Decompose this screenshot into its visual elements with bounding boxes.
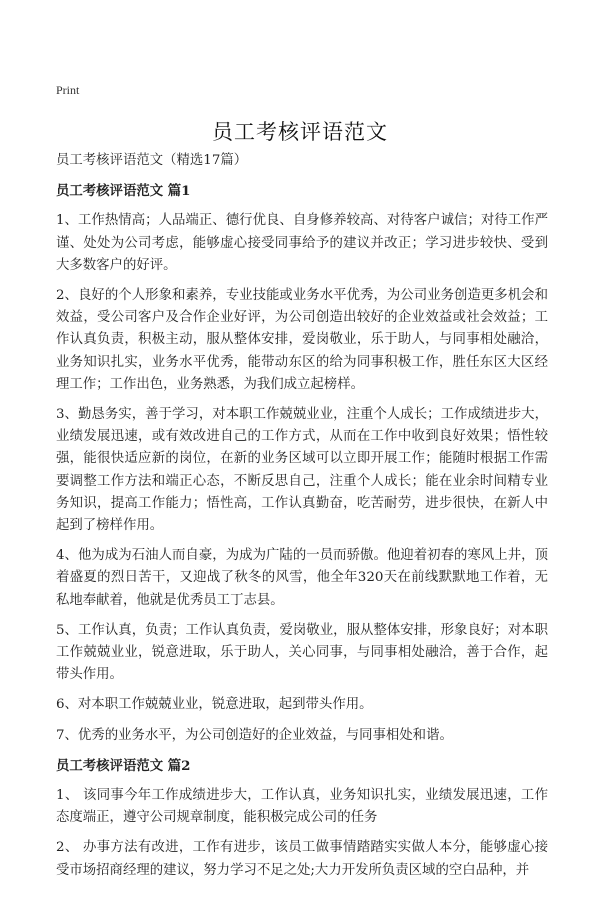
paragraph: 1、工作热情高；人品端正、德行优良、自身修养较高、对待客户诚信；对待工作严谨、处处为公司考虑，能够虚心接受同事给予的建议并改正；学习进步较快、受到大多数客户的好评。: [56, 213, 548, 273]
paragraph: 4、他为成为石油人而自豪，为成为广陆的一员而骄傲。他迎着初春的寒风上井，顶着盛夏的烈日苦干，又迎战了秋冬的风雪，他全年320天在前线默默地工作着，无私地奉献着，他就是优秀员工丁志县。: [56, 548, 548, 608]
document-body: [56, 150, 548, 890]
document-subtitle: 员工考核评语范文（精选17篇）: [56, 153, 248, 168]
paragraph: 2、 办事方法有改进，工作有进步，该员工做事情踏踏实实做人本分，能够虚心接受市场招商经理的建议，努力学习不足之处;大力开发所负责区域的空白品种，并: [56, 840, 548, 878]
paragraph: 7、优秀的业务水平，为公司创造好的企业效益，与同事相处和谐。: [56, 727, 453, 743]
paragraph: 5、工作认真，负责；工作认真负责，爱岗敬业，服从整体安排，形象良好；对本职工作兢兢业业，锐意进取，乐于助人，关心同事，与同事相处融洽，善于合作，起带头作用。: [56, 622, 548, 683]
paragraph: 2、良好的个人形象和素养，专业技能或业务水平优秀，为公司业务创造更多机会和效益，受公司客户及合作企业好评，为公司创造出较好的企业效益或社会效益；工作认真负责，积极主动，服从整体安排，爱岗敬业，乐于助人，与同事相处融洽，业务知识扎实，业务水平优秀，能带动东区的给为同事积极工作，胜任东区大区经理工作；工作出色，业务熟悉，为我们成立起榜样。: [56, 288, 548, 392]
paragraph: 6、对本职工作兢兢业业，锐意进取，起到带头作用。: [56, 697, 373, 713]
paragraph: 1、 该同事今年工作成绩进步大，工作认真，业务知识扎实，业绩发展迅速，工作态度端正，遵守公司规章制度，能积极完成公司的任务: [56, 788, 548, 826]
section-heading-2: 员工考核评语范文 篇2: [56, 757, 191, 774]
paragraph: 3、勤恳务实，善于学习，对本职工作兢兢业业，注重个人成长；工作成绩进步大，业绩发展迅速，或有效改进自己的工作方式，从而在工作中收到良好效果；悟性较强，能很快适应新的岗位，在新的业务区域可以立即开展工作；能随时根据工作需要调整工作方法和端正心态，不断反思自己，注重个人成长；能在业余时间精专业务知识，提高工作能力；悟性高，工作认真勤奋，吃苦耐劳，进步很快，在新人中起到了榜样作用。: [56, 407, 548, 534]
section-heading-1: 员工考核评语范文 篇1: [56, 183, 191, 200]
page-title: 员工考核评语范文: [212, 120, 388, 144]
print-label: Print: [56, 83, 80, 97]
